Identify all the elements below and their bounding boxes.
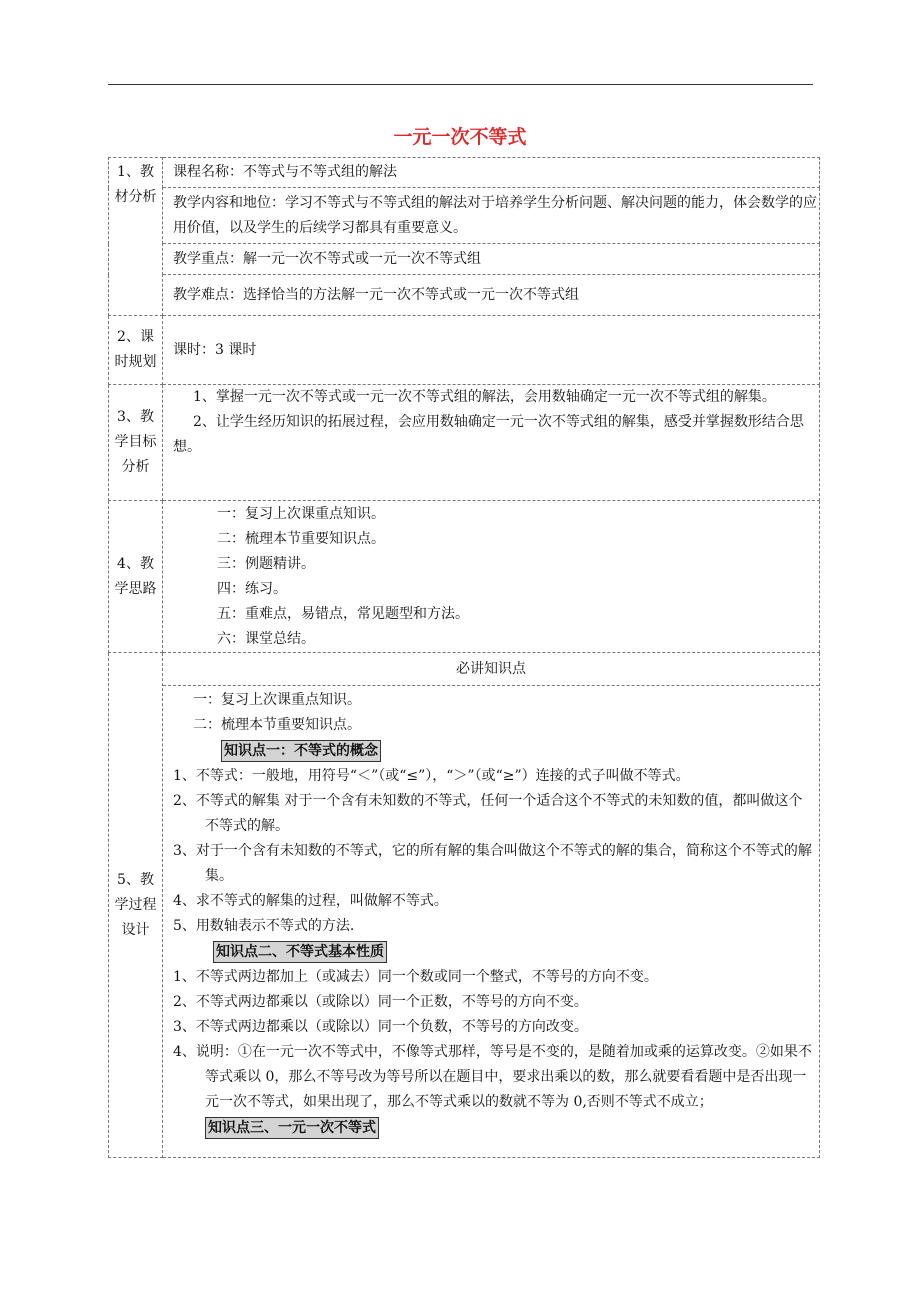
list-item: 4、求不等式的解集的过程，叫做解不等式。 <box>173 893 448 909</box>
step: 一：复习上次课重点知识。 <box>217 505 385 522</box>
list-item: 2、不等式两边都乘以（或除以）同一个正数，不等号的方向不变。 <box>173 994 588 1010</box>
goal: 2、让学生经历知识的拓展过程，会应用数轴确定一元一次不等式组的解集，感受并掌握数形结合思想。 <box>173 414 804 455</box>
list-item: 3、对于一个含有未知数的不等式，它的所有解的集合叫做这个不等式的解的集合，简称这个不等式的解集。 <box>173 843 812 884</box>
list-item: 2、不等式的解集 对于一个含有未知数的不等式，任何一个适合这个不等式的未知数的值，都叫做这个不等式的解。 <box>173 793 803 834</box>
row-header: 3、教学目标分析 <box>109 385 163 501</box>
row-header: 4、教学思路 <box>109 501 163 653</box>
row-header: 5、教学过程设计 <box>109 653 163 1158</box>
step: 六：课堂总结。 <box>217 630 315 647</box>
step: 五：重难点，易错点，常见题型和方法。 <box>217 605 469 622</box>
goal: 1、掌握一元一次不等式或一元一次不等式组的解法，会用数轴确定一元一次不等式组的解集。 <box>193 389 776 405</box>
row-header: 2、课时规划 <box>109 316 163 385</box>
content-status: 教学内容和地位：学习不等式与不等式组的解法对于培养学生分析问题、解决问题的能力，体会数学的应用价值，以及学生的后续学习都具有重要意义。 <box>163 188 820 244</box>
intro-line: 二：梳理本节重要知识点。 <box>193 717 361 733</box>
knowledge-point-heading: 知识点三、一元一次不等式 <box>205 1117 379 1139</box>
section-subheader: 必讲知识点 <box>163 653 819 686</box>
course-name: 课程名称：不等式与不等式组的解法 <box>163 158 820 188</box>
lesson-hours: 课时：3 课时 <box>163 316 820 385</box>
list-item: 3、不等式两边都乘以（或除以）同一个负数，不等号的方向改变。 <box>173 1019 588 1035</box>
intro-line: 一：复习上次课重点知识。 <box>193 692 361 708</box>
step: 二：梳理本节重要知识点。 <box>217 530 385 547</box>
list-item: 5、用数轴表示不等式的方法. <box>173 918 355 934</box>
key-point: 教学重点：解一元一次不等式或一元一次不等式组 <box>163 244 820 275</box>
list-item: 4、说明：①在一元一次不等式中，不像等式那样，等号是不变的，是随着加或乘的运算改变。②如果不等式乘以 0，那么不等号改为等号所以在题目中，要求出乘以的数，那么就要看看题中是否出现一元一次不等式，如果出现了，那么不等式乘以的数就不等为 0,否则不等式不成立； <box>173 1044 812 1110</box>
row-header: 1、教材分析 <box>109 158 163 316</box>
page-title: 一元一次不等式 <box>393 126 527 148</box>
knowledge-point-heading: 知识点二、不等式基本性质 <box>213 941 387 963</box>
step: 三：例题精讲。 <box>217 555 315 572</box>
knowledge-point-heading: 知识点一：不等式的概念 <box>221 740 381 762</box>
difficulty: 教学难点：选择恰当的方法解一元一次不等式或一元一次不等式组 <box>163 275 820 316</box>
list-item: 1、不等式两边都加上（或减去）同一个数或同一个整式，不等号的方向不变。 <box>173 969 658 985</box>
list-item: 1、不等式：一般地，用符号“＜”（或“≤”），“＞”（或“≥”）连接的式子叫做不等式。 <box>173 768 690 784</box>
header-rule <box>108 84 813 85</box>
lesson-plan-table <box>108 157 820 1158</box>
step: 四：练习。 <box>217 580 287 597</box>
